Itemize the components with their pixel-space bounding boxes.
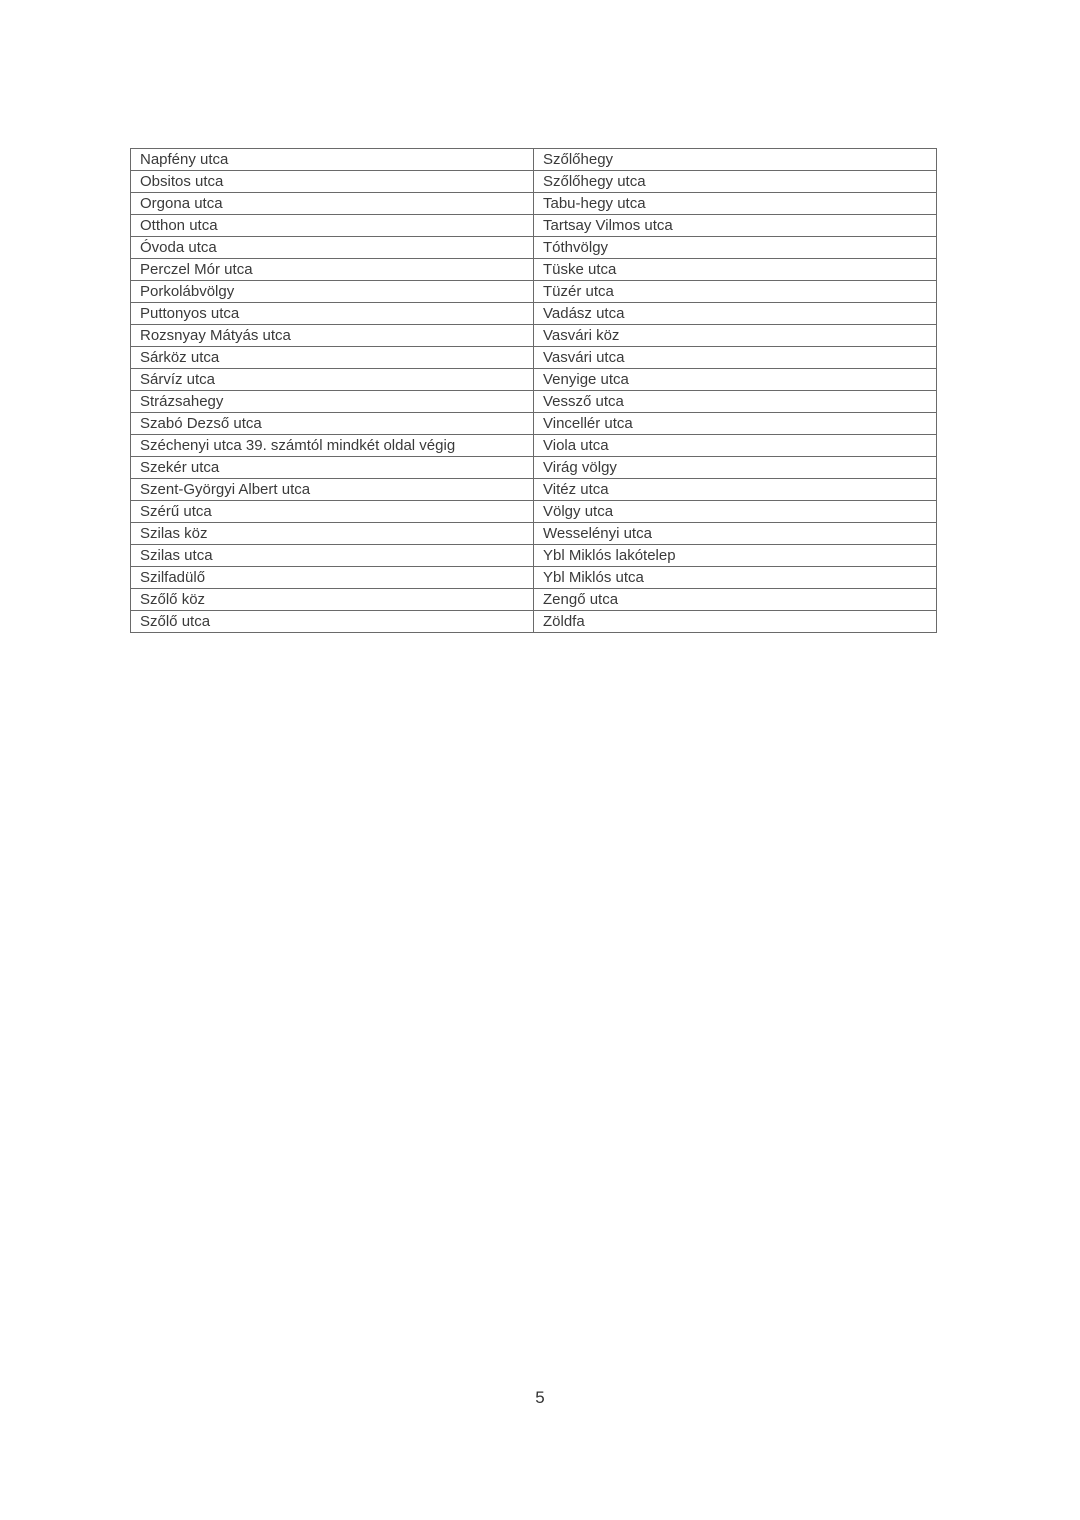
street-name-right: Wesselényi utca	[534, 523, 937, 545]
street-name-left: Szilas köz	[131, 523, 534, 545]
street-list-table	[130, 148, 937, 633]
street-name-left: Otthon utca	[131, 215, 534, 237]
table-row	[131, 479, 937, 501]
table-row	[131, 589, 937, 611]
table-row	[131, 171, 937, 193]
table-row	[131, 325, 937, 347]
street-name-right: Zöldfa	[534, 611, 937, 633]
table-row	[131, 237, 937, 259]
street-name-left: Szilfadülő	[131, 567, 534, 589]
street-name-right: Ybl Miklós utca	[534, 567, 937, 589]
street-name-left: Porkolábvölgy	[131, 281, 534, 303]
table-row	[131, 281, 937, 303]
street-name-right: Vasvári köz	[534, 325, 937, 347]
street-name-right: Tabu-hegy utca	[534, 193, 937, 215]
table-row	[131, 545, 937, 567]
street-name-left: Szabó Dezső utca	[131, 413, 534, 435]
street-table-body	[131, 149, 937, 633]
street-name-left: Szőlő köz	[131, 589, 534, 611]
table-row	[131, 259, 937, 281]
street-name-right: Venyige utca	[534, 369, 937, 391]
street-name-left: Rozsnyay Mátyás utca	[131, 325, 534, 347]
street-name-right: Völgy utca	[534, 501, 937, 523]
table-row	[131, 501, 937, 523]
table-row	[131, 611, 937, 633]
street-name-left: Strázsahegy	[131, 391, 534, 413]
table-row	[131, 347, 937, 369]
street-name-right: Tóthvölgy	[534, 237, 937, 259]
street-name-left: Obsitos utca	[131, 171, 534, 193]
street-name-right: Vadász utca	[534, 303, 937, 325]
street-name-right: Vincellér utca	[534, 413, 937, 435]
street-name-left: Szérű utca	[131, 501, 534, 523]
table-row	[131, 435, 937, 457]
street-name-right: Szőlőhegy utca	[534, 171, 937, 193]
street-name-right: Vasvári utca	[534, 347, 937, 369]
table-row	[131, 215, 937, 237]
table-row	[131, 149, 937, 171]
street-name-right: Tüske utca	[534, 259, 937, 281]
street-name-left: Szent-Györgyi Albert utca	[131, 479, 534, 501]
street-name-right: Zengő utca	[534, 589, 937, 611]
street-name-right: Szőlőhegy	[534, 149, 937, 171]
street-name-left: Orgona utca	[131, 193, 534, 215]
table-row	[131, 523, 937, 545]
page-number: 5	[535, 1388, 545, 1407]
table-row	[131, 413, 937, 435]
street-name-right: Ybl Miklós lakótelep	[534, 545, 937, 567]
street-name-right: Viola utca	[534, 435, 937, 457]
street-name-right: Vessző utca	[534, 391, 937, 413]
table-row	[131, 369, 937, 391]
table-row	[131, 567, 937, 589]
street-name-right: Virág völgy	[534, 457, 937, 479]
street-name-left: Puttonyos utca	[131, 303, 534, 325]
street-name-left: Széchenyi utca 39. számtól mindkét oldal végig	[131, 435, 534, 457]
street-name-left: Szekér utca	[131, 457, 534, 479]
street-name-left: Napfény utca	[131, 149, 534, 171]
street-name-right: Vitéz utca	[534, 479, 937, 501]
street-name-right: Tartsay Vilmos utca	[534, 215, 937, 237]
street-name-right: Tüzér utca	[534, 281, 937, 303]
street-name-left: Szőlő utca	[131, 611, 534, 633]
street-name-left: Óvoda utca	[131, 237, 534, 259]
street-name-left: Sárköz utca	[131, 347, 534, 369]
street-name-left: Sárvíz utca	[131, 369, 534, 391]
table-row	[131, 303, 937, 325]
table-row	[131, 457, 937, 479]
street-name-left: Szilas utca	[131, 545, 534, 567]
street-name-left: Perczel Mór utca	[131, 259, 534, 281]
table-row	[131, 391, 937, 413]
table-row	[131, 193, 937, 215]
